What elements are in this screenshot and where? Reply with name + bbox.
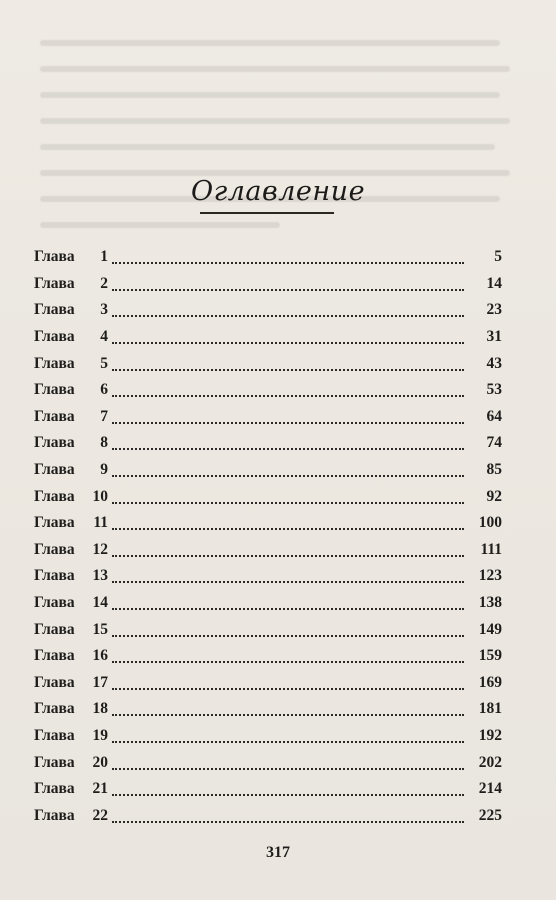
dot-leader (112, 313, 464, 317)
dot-leader (112, 393, 464, 397)
chapter-number: 21 (92, 780, 108, 798)
toc-entry (34, 563, 502, 590)
toc-entry-label (34, 328, 108, 346)
toc-page-number: 85 (486, 461, 502, 479)
toc-entry-label (34, 275, 108, 293)
toc-entry (34, 404, 502, 431)
toc-entry-label (34, 408, 108, 426)
dot-leader (112, 287, 464, 291)
toc-entry (34, 324, 502, 351)
toc-entry (34, 670, 502, 697)
toc-entry-label (34, 780, 108, 798)
toc-page-number: 111 (480, 540, 502, 558)
chapter-word: Глава (34, 274, 75, 292)
dot-leader (112, 659, 464, 663)
toc-entry-label (34, 621, 108, 639)
chapter-word: Глава (34, 726, 75, 744)
page-number: 317 (266, 844, 290, 861)
dot-leader (112, 712, 464, 716)
dot-leader (112, 766, 464, 770)
toc-entry (34, 271, 502, 298)
toc-page-number: 31 (486, 328, 502, 346)
toc-entry (34, 537, 502, 564)
toc-entry-label (34, 541, 108, 559)
toc-page-number: 202 (478, 753, 502, 771)
chapter-word: Глава (34, 248, 75, 266)
toc-entry (34, 483, 502, 510)
toc-title-underline (200, 212, 334, 214)
chapter-number: 2 (100, 274, 108, 292)
toc-entry-label (34, 248, 108, 266)
toc-entry (34, 749, 502, 776)
chapter-word: Глава (34, 806, 75, 824)
toc-entry-label (34, 434, 108, 452)
toc-entry (34, 723, 502, 750)
toc-page-number: 53 (486, 381, 502, 399)
chapter-word: Глава (34, 407, 75, 425)
toc-entry (34, 457, 502, 484)
toc-page-number: 123 (478, 567, 502, 585)
chapter-word: Глава (34, 434, 75, 452)
dot-leader (112, 340, 464, 344)
chapter-word: Глава (34, 354, 75, 372)
dot-leader (112, 739, 464, 743)
dot-leader (112, 446, 464, 450)
chapter-word: Глава (34, 567, 75, 585)
chapter-word: Глава (34, 514, 75, 532)
dot-leader (112, 553, 464, 557)
chapter-word: Глава (34, 301, 75, 319)
toc-entry-label (34, 647, 108, 665)
toc-page-number: 64 (486, 407, 502, 425)
chapter-word: Глава (34, 620, 75, 638)
toc-page-number: 5 (494, 248, 502, 266)
dot-leader (112, 633, 464, 637)
toc-page-number: 74 (486, 434, 502, 452)
chapter-number: 10 (92, 487, 108, 505)
chapter-number: 20 (92, 753, 108, 771)
toc-entry-label (34, 514, 108, 532)
toc-page-number: 138 (478, 594, 502, 612)
chapter-number: 4 (100, 328, 108, 346)
dot-leader (112, 686, 464, 690)
chapter-word: Глава (34, 673, 75, 691)
chapter-number: 18 (92, 700, 108, 718)
toc-entry-label (34, 727, 108, 745)
toc-entry (34, 776, 502, 803)
toc-entry (34, 590, 502, 617)
chapter-number: 22 (92, 806, 108, 824)
chapter-number: 17 (92, 673, 108, 691)
toc-page-number: 92 (486, 487, 502, 505)
chapter-word: Глава (34, 381, 75, 399)
dot-leader (112, 500, 464, 504)
chapter-number: 14 (92, 594, 108, 612)
toc-entry (34, 297, 502, 324)
toc-entry (34, 350, 502, 377)
chapter-number: 3 (100, 301, 108, 319)
dot-leader (112, 420, 464, 424)
dot-leader (112, 473, 464, 477)
toc-entry-label (34, 355, 108, 373)
toc-page-number: 214 (478, 780, 502, 798)
chapter-word: Глава (34, 780, 75, 798)
toc-entry (34, 377, 502, 404)
toc-entry-label (34, 567, 108, 585)
chapter-word: Глава (34, 753, 75, 771)
toc-entry (34, 616, 502, 643)
toc-entry-label (34, 674, 108, 692)
chapter-number: 9 (100, 461, 108, 479)
toc-page-number: 169 (478, 673, 502, 691)
dot-leader (112, 260, 464, 264)
toc-page-number: 23 (486, 301, 502, 319)
chapter-number: 1 (100, 248, 108, 266)
dot-leader (112, 526, 464, 530)
chapter-number: 12 (92, 540, 108, 558)
toc-page-number: 14 (486, 274, 502, 292)
chapter-number: 13 (92, 567, 108, 585)
toc-entry-label (34, 700, 108, 718)
toc-page-number: 181 (478, 700, 502, 718)
chapter-number: 15 (92, 620, 108, 638)
toc-entry-label (34, 754, 108, 772)
chapter-number: 19 (92, 726, 108, 744)
toc-page-number: 225 (478, 806, 502, 824)
toc-entry-label (34, 807, 108, 825)
toc-entry (34, 696, 502, 723)
toc-page-number: 159 (478, 647, 502, 665)
chapter-word: Глава (34, 594, 75, 612)
chapter-number: 8 (100, 434, 108, 452)
toc-page-number: 43 (486, 354, 502, 372)
toc-page-number: 100 (478, 514, 502, 532)
dot-leader (112, 606, 464, 610)
toc-entry-label (34, 301, 108, 319)
toc-entry (34, 643, 502, 670)
chapter-number: 7 (100, 407, 108, 425)
dot-leader (112, 819, 464, 823)
chapter-word: Глава (34, 328, 75, 346)
chapter-number: 11 (93, 514, 108, 532)
toc-entry-label (34, 488, 108, 506)
chapter-number: 6 (100, 381, 108, 399)
chapter-word: Глава (34, 487, 75, 505)
dot-leader (112, 792, 464, 796)
toc-entry-label (34, 461, 108, 479)
chapter-number: 16 (92, 647, 108, 665)
chapter-word: Глава (34, 461, 75, 479)
toc-page-number: 192 (478, 726, 502, 744)
toc-list (34, 244, 502, 829)
toc-entry-label (34, 381, 108, 399)
toc-entry (34, 244, 502, 271)
dot-leader (112, 579, 464, 583)
toc-title: Оглавление (190, 176, 366, 207)
toc-entry (34, 430, 502, 457)
chapter-number: 5 (100, 354, 108, 372)
toc-entry-label (34, 594, 108, 612)
chapter-word: Глава (34, 647, 75, 665)
chapter-word: Глава (34, 700, 75, 718)
dot-leader (112, 367, 464, 371)
toc-entry (34, 510, 502, 537)
chapter-word: Глава (34, 540, 75, 558)
toc-entry (34, 802, 502, 829)
toc-page-number: 149 (478, 620, 502, 638)
